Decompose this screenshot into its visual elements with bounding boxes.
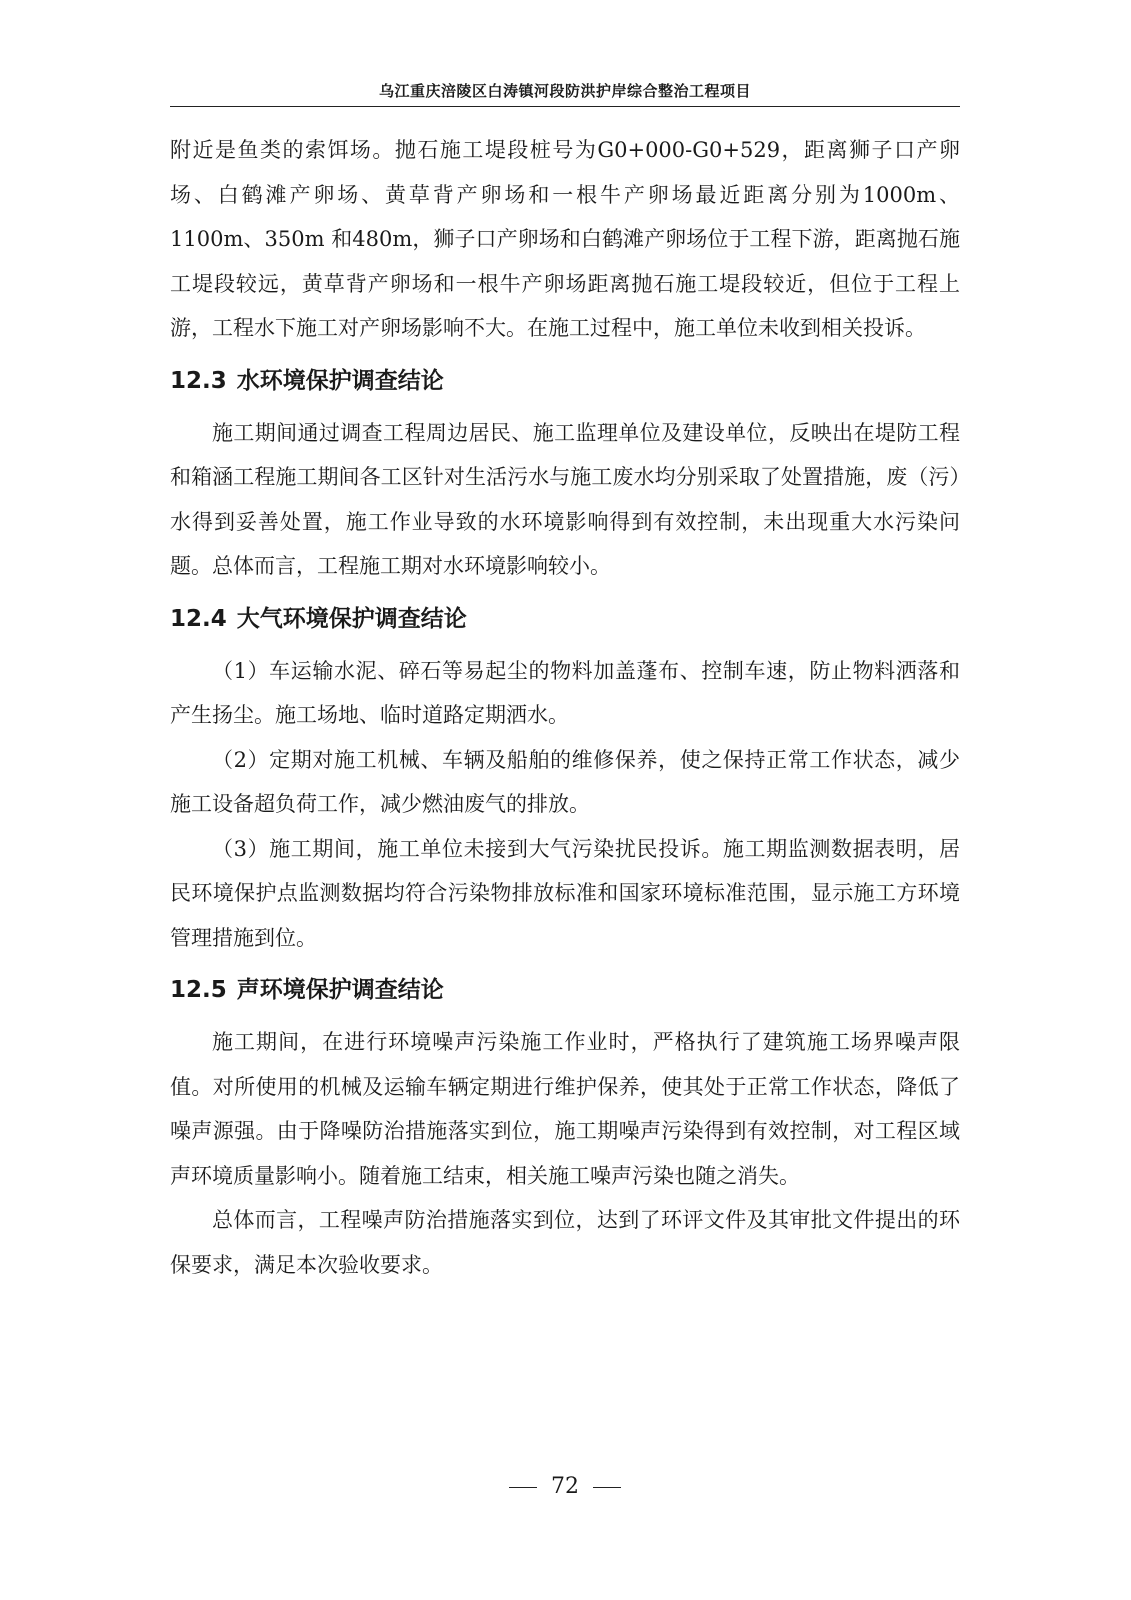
footer-dash-right [593, 1487, 621, 1488]
section-heading-12-3 [170, 351, 960, 411]
page-body [170, 128, 960, 1287]
running-header: 乌江重庆涪陵区白涛镇河段防洪护岸综合整治工程项目 [378, 82, 751, 100]
footer-dash-left [509, 1487, 537, 1488]
header-rule [170, 106, 960, 107]
paragraph: 施工期间，在进行环境噪声污染施工作业时，严格执行了建筑施工场界噪声限值。对所使用的机械及运输车辆定期进行维护保养，使其处于正常工作状态，降低了噪声源强。由于降噪防治措施落实到位，施工期噪声污染得到有效控制，对工程区域声环境质量影响小。随着施工结束，相关施工噪声污染也随之消失。 [170, 1030, 960, 1188]
paragraph: 施工期间通过调查工程周边居民、施工监理单位及建设单位，反映出在堤防工程和箱涵工程施工期间各工区针对生活污水与施工废水均分别采取了处置措施，废（污）水得到妥善处置，施工作业导致的水环境影响得到有效控制，未出现重大水污染问题。总体而言，工程施工期对水环境影响较小。 [170, 420, 960, 578]
paragraph: 总体而言，工程噪声防治措施落实到位，达到了环评文件及其审批文件提出的环保要求，满足本次验收要求。 [170, 1208, 960, 1277]
paragraph: （3）施工期间，施工单位未接到大气污染扰民投诉。施工期监测数据表明，居民环境保护点监测数据均符合污染物排放标准和国家环境标准范围，显示施工方环境管理措施到位。 [170, 836, 960, 950]
section-title: 大气环境保护调查结论 [236, 605, 467, 632]
page-number: 72 [551, 1474, 579, 1499]
section-heading-12-5 [170, 960, 960, 1020]
section-title: 水环境保护调查结论 [236, 367, 444, 394]
paragraph-continuation: 附近是鱼类的索饵场。抛石施工堤段桩号为G0+000-G0+529，距离狮子口产卵场、白鹤滩产卵场、黄草背产卵场和一根牛产卵场最近距离分别为1000m、1100m、350m 和480m，狮子口产卵场和白鹤滩产卵场位于工程下游，距离抛石施工堤段较远，黄草背产卵场和一根牛产卵场距离抛石施工堤段较近，但位于工程上游，工程水下施工对产卵场影响不大。在施工过程中，施工单位未收到相关投诉。 [170, 138, 960, 340]
paragraph: （2）定期对施工机械、车辆及船舶的维修保养，使之保持正常工作状态，减少施工设备超负荷工作，减少燃油废气的排放。 [170, 747, 960, 816]
page-footer [170, 1474, 960, 1499]
section-heading-12-4 [170, 589, 960, 649]
section-title: 声环境保护调查结论 [236, 977, 444, 1003]
section-number: 12.5 [170, 977, 227, 1003]
section-number: 12.3 [170, 367, 227, 394]
section-number: 12.4 [170, 605, 227, 632]
paragraph: （1）车运输水泥、碎石等易起尘的物料加盖蓬布、控制车速，防止物料洒落和产生扬尘。施工场地、临时道路定期洒水。 [170, 658, 960, 727]
